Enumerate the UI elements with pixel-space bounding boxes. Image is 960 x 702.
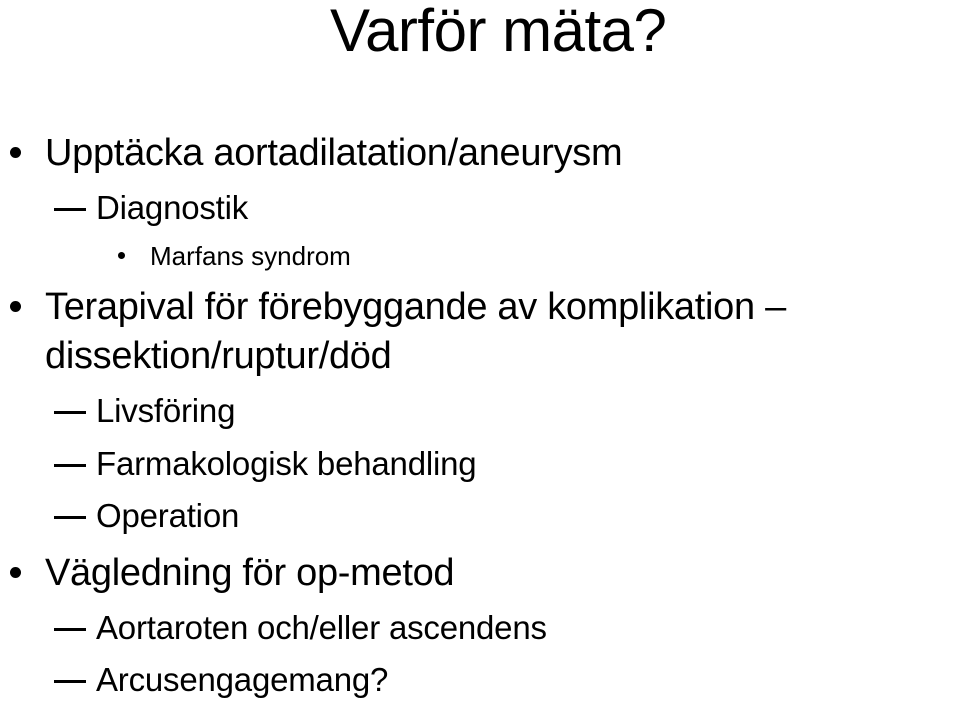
bullet-2-text-line-1: Terapival för förebyggande av komplikation –	[45, 286, 786, 328]
bullet-2-sub-2: Farmakologisk behandling	[96, 445, 477, 482]
bullet-marker	[10, 147, 21, 158]
bullet-1-sub-1-sub-1: Marfans syndrom	[150, 241, 351, 271]
bullet-2-text-line-2: dissektion/ruptur/död	[45, 335, 392, 377]
bullet-marker	[118, 252, 125, 259]
dash-marker	[54, 516, 86, 519]
dash-marker	[54, 628, 86, 631]
bullet-3-sub-2: Arcusengagemang?	[96, 661, 389, 698]
bullet-2-sub-3: Operation	[96, 497, 240, 534]
bullet-1-sub-1: Diagnostik	[96, 189, 249, 226]
bullet-2-sub-1: Livsföring	[96, 392, 236, 429]
bullet-marker	[10, 567, 21, 578]
dash-marker	[54, 464, 86, 467]
dash-marker	[54, 208, 86, 211]
slide-title: Varför mäta?	[330, 0, 667, 64]
bullet-marker	[10, 301, 21, 312]
dash-marker	[54, 411, 86, 414]
bullet-3-sub-1: Aortaroten och/eller ascendens	[96, 609, 547, 646]
bullet-3-text: Vägledning för op-metod	[45, 552, 455, 594]
dash-marker	[54, 680, 86, 683]
bullet-1-text: Upptäcka aortadilatation/aneurysm	[45, 132, 623, 174]
